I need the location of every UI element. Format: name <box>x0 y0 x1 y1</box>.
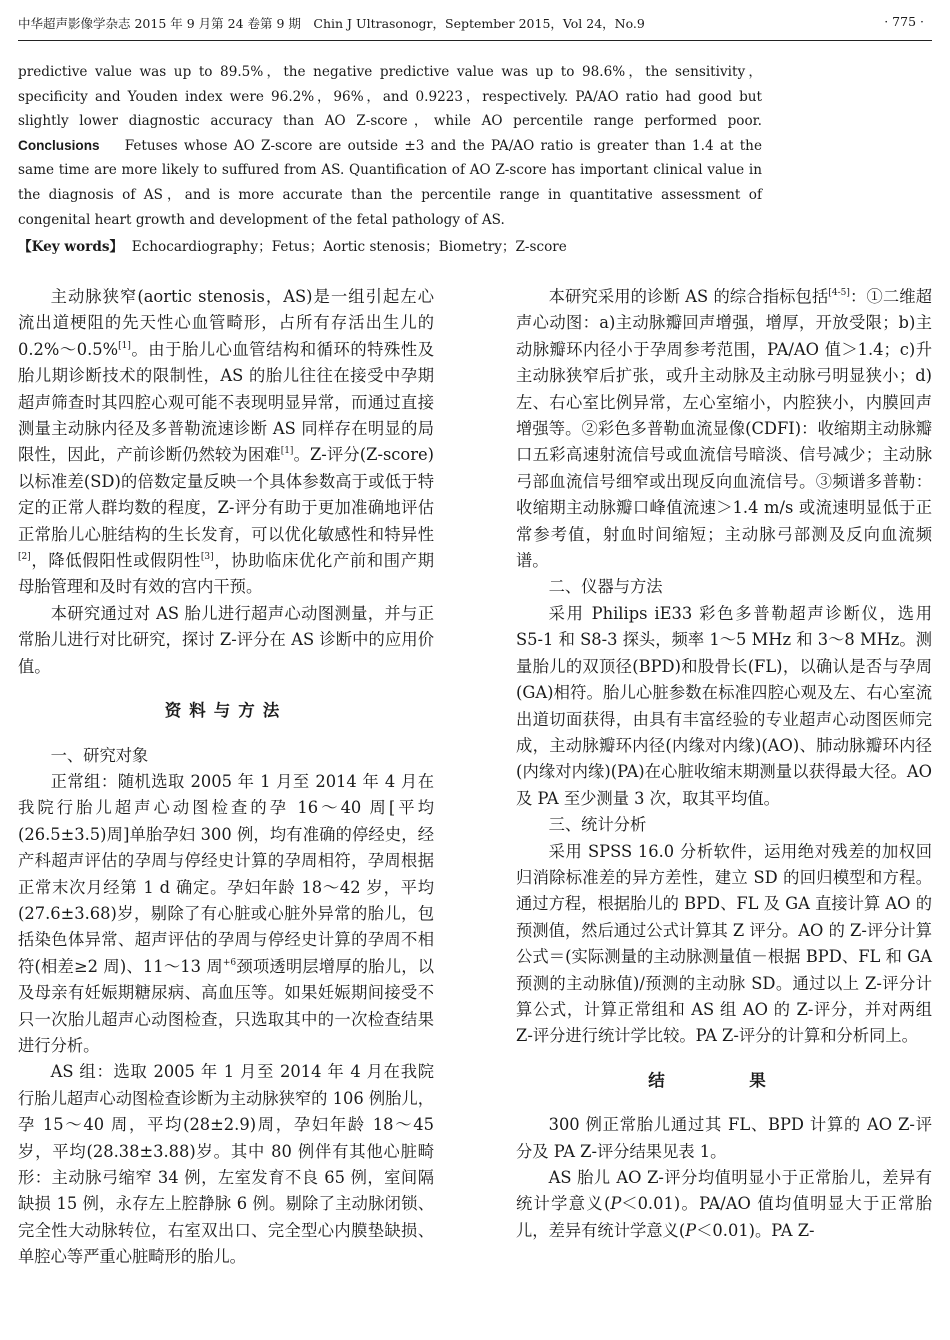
abstract-results: predictive value was up to 89.5%，the negative predictive value was up to 98.6%，the sensitivity，specificity and Youden index were 96.2%，96%，and 0.9223，respectively. PA/AO ratio had good but slightly lower diagnostic accuracy than AO Z-score，while AO percentile range performed poor. <box>18 64 762 130</box>
results-paragraph-2: AS 胎儿 AO Z-评分均值明显小于正常胎儿，差异有统计学意义(P＜0.01)。PA/AO 值均值明显大于正常胎儿，差异有统计学意义(P＜0.01)。PA Z- <box>516 1168 932 1240</box>
criteria-paragraph: 本研究采用的诊断 AS 的综合指标包括[4-5]：①二维超声心动图：a)主动脉瓣回声增强，增厚，开放受限；b)主动脉瓣环内径小于孕周参考范围，PA/AO 值＞1.4；c)升主动脉狭窄后扩张，或升主动脉及主动脉弓明显狭小；d)左、右心室比例异常，左心室缩小，内腔狭小，内膜回声增强等。②彩色多普勒血流显像(CDFI)：收缩期主动脉瓣口五彩高速射流信号或血流信号暗淡、信号减少；主动脉弓部血流信号细窄或出现反向血流信号。③频谱多普勒：收缩期主动脉瓣口峰值流速＞1.4 m/s 或流速明显低于正常参考值，射血时间缩短；主动脉弓部测及反向血流频谱。 <box>516 287 932 571</box>
keywords <box>18 237 762 257</box>
ref-2: [1] <box>280 446 294 457</box>
running-header <box>18 14 932 36</box>
as-group-paragraph: AS 组：选取 2005 年 1 月至 2014 年 4 月在我院行胎儿超声心动图检查诊断为主动脉狭窄的 106 例胎儿，孕 15～40 周，平均(28±2.9)周，孕妇年龄 18～45 岁，平均(28.38±3.88)岁。其中 80 例伴有其他心脏畸形：主动脉弓缩窄 34 例，左室发育不良 65 例，室间隔缺损 15 例，永存左上腔静脉 6 例。剔除了主动脉闭锁、完全性大动脉转位，右室双出口、完全型心内膜垫缺损、单腔心等严重心脏畸形的胎儿。 <box>18 1062 434 1267</box>
journal-citation: 中华超声影像学杂志 2015 年 9 月第 24 卷第 9 期 Chin J Ultrasonogr，September 2015，Vol 24，No.9 <box>18 16 645 31</box>
left-column <box>18 284 434 1271</box>
section-heading-results: 结 果 <box>648 1070 800 1090</box>
intro-paragraph-1: 主动脉狭窄(aortic stenosis，AS)是一组引起左心流出道梗阻的先天性心血管畸形，占所有存活出生儿的 0.2%～0.5%[1]。由于胎儿心血管结构和循环的特殊性及胎儿期诊断技术的限制性，AS 的胎儿往往在接受中孕期超声筛查时其四腔心观可能不表现明显异常，而通过直接测量主动脉内径及多普勒流速诊断 AS 同样存在明显的局限性，因此，产前诊断仍然较为困难[1]。Z-评分(Z-score)以标准差(SD)的倍数定量反映一个具体参数高于或低于特定的正常人群均数的程度，Z-评分有助于更加准确地评估正常胎儿心脏结构的生长发育，可以优化敏感性和特异性[2]，降低假阳性或假阴性[3]，协助临床优化产前和围产期母胎管理和及时有效的宫内干预。 <box>18 287 434 597</box>
conclusions-label: Conclusions <box>18 137 100 153</box>
ref-4-5: [4-5] <box>828 288 850 298</box>
intro-paragraph-2: 本研究通过对 AS 胎儿进行超声心动图测量，并与正常胎儿进行对比研究，探讨 Z-评分在 AS 诊断中的应用价值。 <box>18 603 434 676</box>
abstract-conclusions: Fetuses whose AO Z-score are outside ±3 and the PA/AO ratio is greater than 1.4 at the same time are more likely to suffured from AS. Quantification of AO Z-score has important clinical value in the diagnosis of AS，and is more accurate than the percentile range in quantitative assessment of congenital heart growth and development of the fetal pathology of AS. <box>18 137 762 228</box>
header-rule <box>18 40 932 41</box>
normal-group-paragraph: 正常组：随机选取 2005 年 1 月至 2014 年 4 月在我院行胎儿超声心动图检查的孕 16～40 周[平均(26.5±3.5)周]单胎孕妇 300 例，均有准确的停经史，经产科超声评估的孕周与停经史计算的孕周相符，孕周根据正常末次月经第 1 d 确定。孕妇年龄 18～42 岁，平均(27.6±3.68)岁，剔除了有心脏或心脏外异常的胎儿，包括染色体异常、超声评估的孕周与停经史计算的孕周不相符(相差≥2 周)、11～13 周$^{+6}$颈项透明层增厚的胎儿，以及母亲有妊娠期糖尿病、高血压等。如果妊娠期间接受不只一次胎儿超声心动图检查，只选取其中的一次检查结果进行分析。 <box>18 771 434 1055</box>
section-heading-methods: 资料与方法 <box>164 701 288 721</box>
right-column <box>516 284 932 1244</box>
abstract-text <box>18 60 762 232</box>
p-symbol: P <box>685 1220 697 1240</box>
superscript: +6 <box>222 957 237 968</box>
ref-3: [2] <box>18 552 31 563</box>
subsection-statistics: 三、统计分析 <box>548 815 647 835</box>
instruments-paragraph: 采用 Philips iE33 彩色多普勒超声诊断仪，选用 S5-1 和 S8-3 探头，频率 1～5 MHz 和 3～8 MHz。测量胎儿的双顶径(BPD)和股骨长(FL)，以确认是否与孕周(GA)相符。胎儿心脏参数在标准四腔心观及左、右心室流出道切面获得，由具有丰富经验的专业超声心动图医师完成，主动脉瓣环内径(内缘对内缘)(AO)、肺动脉瓣环内径(内缘对内缘)(PA)在心脏收缩末期测量以获得最大径。AO 及 PA 至少测量 3 次，取其平均值。 <box>516 603 932 808</box>
page-number: · 775 · <box>884 14 924 29</box>
keywords-label: 【Key words】 <box>18 239 124 255</box>
results-paragraph-1: 300 例正常胎儿通过其 FL、BPD 计算的 AO Z-评分及 PA Z-评分结果见表 1。 <box>516 1115 932 1161</box>
ref-4: [3] <box>200 552 214 563</box>
ref-1: [1] <box>118 340 131 351</box>
keywords-list: Echocardiography；Fetus；Aortic stenosis；Biometry；Z-score <box>131 239 567 255</box>
subsection-subjects: 一、研究对象 <box>50 745 149 765</box>
statistics-paragraph: 采用 SPSS 16.0 分析软件，运用绝对残差的加权回归消除标准差的异方差性，建立 SD 的回归模型和方程。通过方程，根据胎儿的 BPD、FL 及 GA 直接计算 AO 的预测值，然后通过公式计算其 Z 评分。AO 的 Z-评分计算公式＝(实际测量的主动脉测量值－根据 BPD、FL 和 GA 预测的主动脉值)/预测的主动脉 SD。通过以上 Z-评分计算公式，计算正常组和 AS 组 AO 的 Z-评分，并对两组 Z-评分进行统计学比较。PA Z-评分的计算和分析同上。 <box>516 841 932 1046</box>
p-symbol: P <box>610 1194 622 1214</box>
subsection-instruments: 二、仪器与方法 <box>548 577 663 597</box>
